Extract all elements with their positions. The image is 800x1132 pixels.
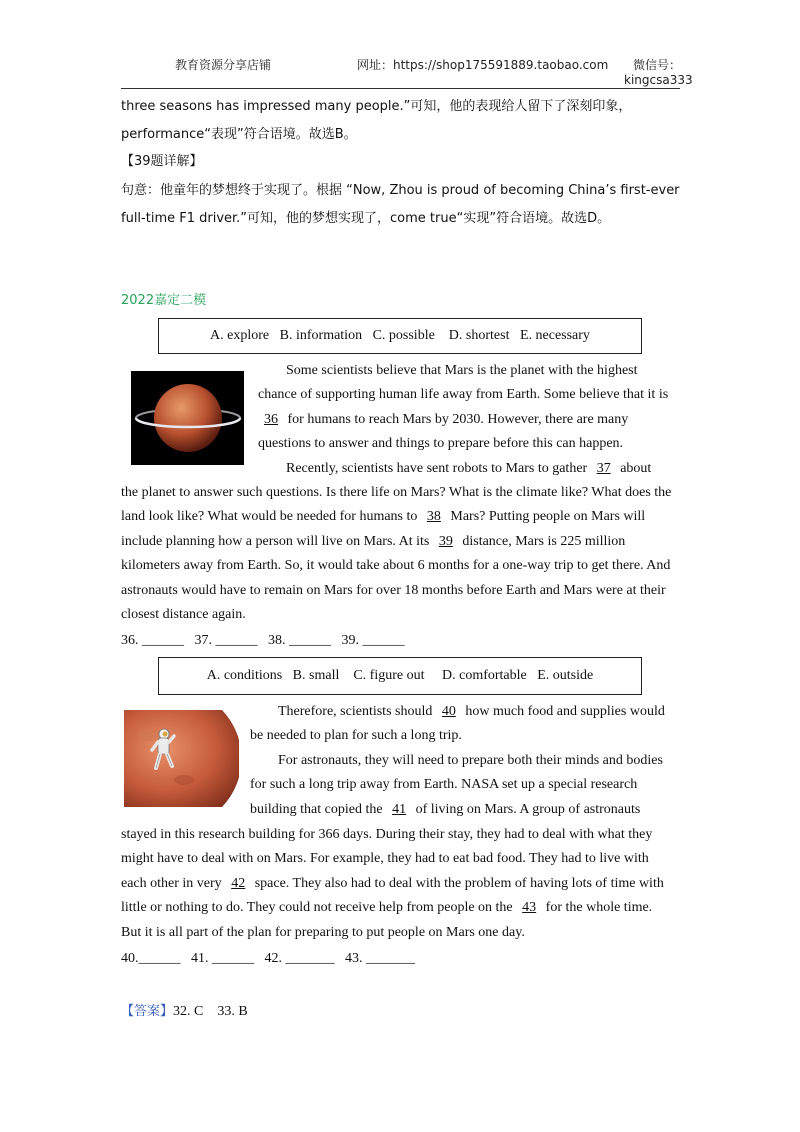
passage-1-line [258, 432, 679, 456]
passage-1-text: astronauts would have to remain on Mars for over 18 months before Earth and Mars were at their [121, 582, 666, 598]
passage-2-text: Therefore, scientists should [278, 704, 433, 719]
passage-1-block-b [121, 481, 679, 627]
passage-1-text: questions to answer and things to prepare before this can happen. [258, 436, 624, 452]
passage-2-line [250, 798, 679, 822]
passage-2-text: might have to deal with on Mars. For example, they had to eat bad food. They had to live with [121, 851, 649, 867]
passage-1-block-a [258, 359, 679, 481]
passage-1-text: the planet to answer such questions. Is there life on Mars? What is the climate like? What does the [121, 485, 672, 500]
passage-1-text: include planning how a person will live on Mars. At its [121, 533, 430, 549]
passage-1-text: Some scientists believe that Mars is the planet with the highest [286, 363, 638, 378]
options-box-1-text: A. explore B. information C. possible D. shortest E. necessary [210, 328, 590, 343]
passage-2-line [121, 872, 679, 896]
passage-2-text: building that copied the [250, 801, 383, 817]
passage-2-line [121, 847, 679, 871]
mars-ring-image [131, 371, 244, 465]
passage-2-line [121, 896, 679, 920]
blank-43[interactable]: 43 [522, 900, 537, 916]
astronaut-mars-image [124, 710, 239, 807]
answer-blanks-36-39: 36. ______ 37. ______ 38. ______ 39. ______ [121, 633, 405, 648]
passage-1-line [258, 457, 679, 481]
prev-line-1: three seasons has impressed many people.”可知，他的表现给人留下了深刻印象， [121, 99, 632, 114]
passage-2-line [121, 921, 679, 945]
passage-2-block-a [250, 700, 679, 822]
blank-36[interactable]: 36 [264, 411, 278, 427]
blank-42[interactable]: 42 [231, 875, 246, 891]
passage-2-text: stayed in this research building for 366 days. During their stay, they had to deal with what they [121, 827, 653, 842]
passage-1-text: land look like? What would be needed for humans to [121, 509, 418, 525]
passage-1-line [121, 579, 679, 603]
answer-blanks-40-43: 40.______ 41. ______ 42. _______ 43. _______ [121, 951, 415, 966]
passage-1-text: distance, Mars is 225 million [462, 533, 626, 549]
passage-1-line [121, 554, 679, 578]
passage-1-line [121, 481, 679, 505]
passage-1-text: chance of supporting human life away from Earth. Some believe that it is [258, 387, 669, 403]
passage-2-text: be needed to plan for such a long trip. [250, 728, 462, 744]
passage-1-text: closest distance again. [121, 607, 246, 623]
passage-1-text: Mars? Putting people on Mars will [450, 509, 646, 525]
header-url: 网址：https://shop175591889.taobao.com [357, 58, 609, 72]
header-wechat-id: kingcsa333 [624, 73, 693, 87]
blank-39[interactable]: 39 [438, 533, 453, 549]
passage-1-text: about [620, 460, 652, 476]
passage-2-text: each other in very [121, 875, 222, 891]
passage-1-text: for humans to reach Mars by 2030. However, there are many [287, 411, 629, 427]
passage-1-line [121, 603, 679, 627]
section-title: 2022嘉定二模 [121, 293, 207, 308]
passage-1-line [258, 383, 679, 407]
header-shop: 教育资源分享店铺 [175, 58, 272, 72]
passage-2-text: But it is all part of the plan for preparing to put people on Mars one day. [121, 924, 525, 940]
passage-2-text: For astronauts, they will need to prepare both their minds and bodies [278, 752, 663, 768]
passage-1-line [258, 408, 679, 432]
passage-1-line [121, 530, 679, 554]
answer-label: 【答案】 [121, 1004, 174, 1019]
passage-2-line [250, 700, 679, 724]
header-divider [121, 88, 680, 89]
passage-2-text: for such a long trip away from Earth. NASA set up a special research [250, 777, 638, 793]
passage-1-text: kilometers away from Earth. So, it would take about 6 months for a one-way trip to get there. And [121, 558, 671, 574]
passage-2-block-b [121, 823, 679, 945]
passage-2-text: space. They also had to deal with the problem of having lots of time with [254, 875, 664, 891]
answer-text: 32. C 33. B [173, 1004, 248, 1019]
prev-line-4: full-time F1 driver.”可知，他的梦想实现了，come true“实现”符合语境。故选D。 [121, 211, 611, 226]
options-box-1 [158, 318, 642, 354]
passage-2-text: of living on Mars. A group of astronauts [415, 801, 641, 817]
passage-1-line [258, 359, 679, 383]
passage-2-line [250, 749, 679, 773]
answer-row [121, 1003, 248, 1021]
prev-line-3: 句意：他童年的梦想终于实现了。根据 “Now, Zhou is proud of becoming China’s first-ever [121, 183, 680, 198]
options-box-2 [158, 657, 642, 695]
options-box-2-text: A. conditions B. small C. figure out D. comfortable E. outside [206, 668, 594, 683]
passage-2-text: how much food and supplies would [465, 704, 665, 719]
blank-40[interactable]: 40 [441, 704, 456, 719]
blank-37[interactable]: 37 [596, 460, 611, 476]
passage-2-text: little or nothing to do. They could not receive help from people on the [121, 900, 513, 916]
blank-41[interactable]: 41 [392, 801, 407, 817]
passage-1-text: Recently, scientists have sent robots to Mars to gather [286, 460, 588, 476]
blank-38[interactable]: 38 [426, 509, 441, 525]
passage-2-line [250, 773, 679, 797]
header-wechat-label: 微信号： [633, 58, 682, 72]
passage-2-line [121, 823, 679, 847]
prev-line-2: performance“表现”符合语境。故选B。 [121, 127, 357, 142]
passage-1-line [121, 505, 679, 529]
passage-2-line [250, 724, 679, 748]
passage-2-text: for the whole time. [545, 900, 653, 916]
prev-heading: 【39题详解】 [121, 154, 203, 169]
